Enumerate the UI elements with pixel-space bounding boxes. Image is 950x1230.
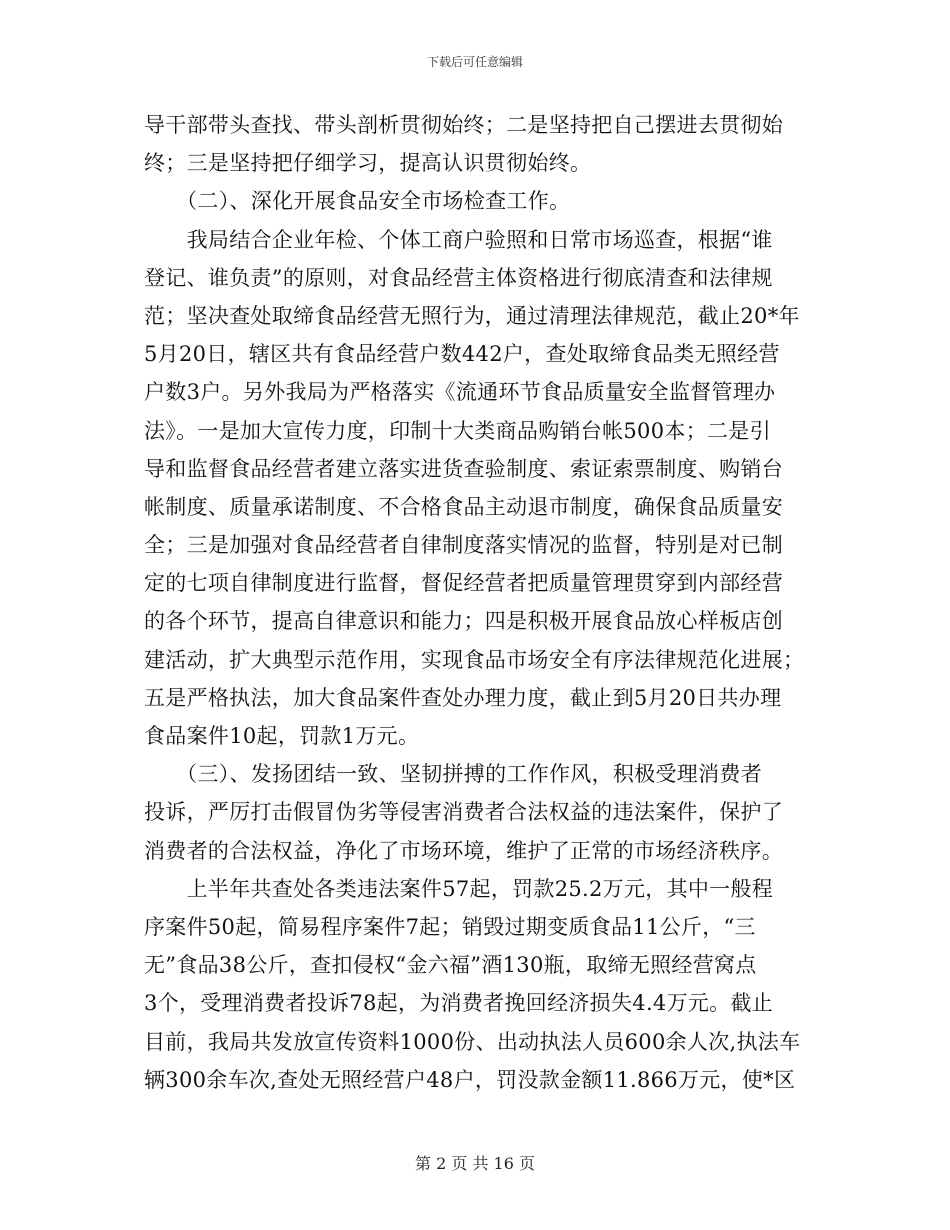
body-line: 登记、谁负责”的原则，对食品经营主体资格进行彻底清查和法律规 xyxy=(144,265,773,290)
body-line: 建活动，扩大典型示范作用，实现食品市场安全有序法律规范化进展； xyxy=(144,647,805,672)
body-line: 5月20日，辖区共有食品经营户数442户，查处取缔食品类无照经营 xyxy=(144,342,780,367)
body-line: 户数3户。另外我局为严格落实《流通环节食品质量安全监督管理办 xyxy=(144,380,776,405)
section-heading: （三）、发扬团结一致、坚韧拼搏的工作作风，积极受理消费者 xyxy=(144,762,762,787)
body-line: 终；三是坚持把仔细学习，提高认识贯彻始终。 xyxy=(144,151,592,176)
body-line: 我局结合企业年检、个体工商户验照和日常市场巡查，根据“谁 xyxy=(144,227,773,252)
body-line: 的各个环节，提高自律意识和能力；四是积极开展食品放心样板店创 xyxy=(144,609,783,634)
body-line: 上半年共查处各类违法案件57起，罚款25.2万元，其中一般程 xyxy=(144,876,774,901)
body-line: 帐制度、质量承诺制度、不合格食品主动退市制度，确保食品质量安 xyxy=(144,494,783,519)
body-line: 法》。一是加大宣传力度，印制十大类商品购销台帐500本；二是引 xyxy=(144,418,771,443)
body-line: 目前，我局共发放宣传资料1000份、出动执法人员600余人次,执法车 xyxy=(144,1029,801,1054)
body-line: 定的七项自律制度进行监督，督促经营者把质量管理贯穿到内部经营 xyxy=(144,571,783,596)
body-line: 五是严格执法，加大食品案件查处办理力度，截止到5月20日共办理 xyxy=(144,685,782,710)
page-number: 第 2 页 共 16 页 xyxy=(415,1154,535,1173)
body-line: 食品案件10起，罚款1万元。 xyxy=(144,724,420,748)
page-header: 下载后可任意编辑 xyxy=(426,55,523,69)
body-line: 导干部带头查找、带头剖析贯彻始终；二是坚持把自己摆进去贯彻始 xyxy=(144,113,783,137)
body-line: 序案件50起，简易程序案件7起；销毁过期变质食品11公斤，“三 xyxy=(144,914,756,939)
body-line: 消费者的合法权益，净化了市场环境，维护了正常的市场经济秩序。 xyxy=(144,838,783,863)
body-line: 导和监督食品经营者建立落实进货查验制度、索证索票制度、购销台 xyxy=(144,456,783,481)
body-line: 范；坚决查处取缔食品经营无照行为，通过清理法律规范，截止20*年 xyxy=(144,303,800,328)
body-line: 3个，受理消费者投诉78起，为消费者挽回经济损失4.4万元。截止 xyxy=(144,991,774,1016)
body-line: 辆300余车次,查处无照经营户48户，罚没款金额11.866万元，使*区 xyxy=(144,1067,796,1092)
body-line: 投诉，严厉打击假冒伪劣等侵害消费者合法权益的违法案件，保护了 xyxy=(144,800,783,825)
document-body xyxy=(144,106,808,1099)
body-line: 全；三是加强对食品经营者自律制度落实情况的监督，特别是对已制 xyxy=(144,533,783,558)
section-heading: （二）、深化开展食品安全市场检查工作。 xyxy=(144,189,571,214)
body-line: 无”食品38公斤，查扣侵权“金六福”酒130瓶，取缔无照经营窝点 xyxy=(144,953,757,978)
